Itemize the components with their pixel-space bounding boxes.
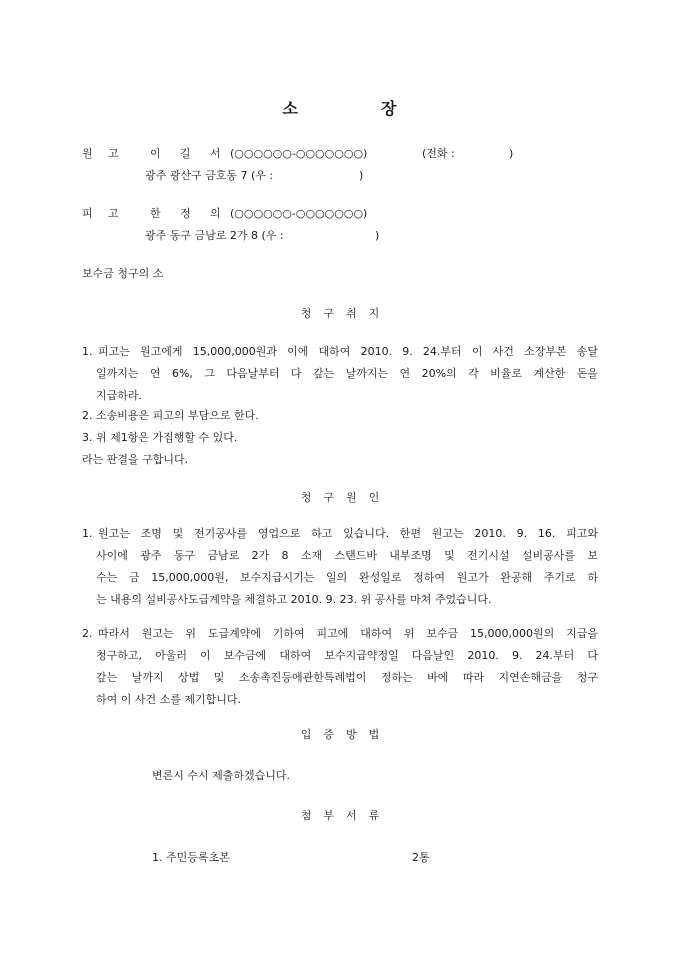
claim-purpose-heading-2: 구 bbox=[323, 307, 334, 320]
plaintiff-name-1: 이 bbox=[150, 147, 161, 160]
claim-cause-item-2-line-3: 갚는 날까지 상법 및 소송촉진등에관한특례법이 정하는 바에 따라 지연손해금을 청구 bbox=[96, 671, 598, 684]
defendant-row bbox=[82, 205, 367, 221]
attachments-heading-2: 부 bbox=[323, 809, 334, 822]
evidence-heading-1: 입 bbox=[300, 728, 312, 741]
claim-purpose-item-1-line-2: 일까지는 연 6%, 그 다음날부터 다 갚는 날까지는 연 20%의 각 비율로 계산한 돈을 bbox=[96, 367, 598, 380]
defendant-name-2: 정 bbox=[180, 207, 191, 220]
plaintiff-role-2: 고 bbox=[108, 147, 119, 160]
plaintiff-row bbox=[82, 145, 513, 161]
defendant-role-1: 피 bbox=[82, 207, 93, 220]
defendant-address-row bbox=[145, 227, 379, 243]
plaintiff-phone-label: (전화 : bbox=[422, 147, 455, 160]
claim-cause-item-1-num: 1. bbox=[82, 527, 93, 540]
defendant-role-2: 고 bbox=[108, 207, 119, 220]
plaintiff-id: (○○○○○○-○○○○○○○) bbox=[230, 147, 368, 160]
claim-cause-item-2-line-1-text: 따라서 원고는 위 도급계약에 기하여 피고에 대하여 위 보수금 15,000,000원의 지급을 bbox=[98, 627, 598, 640]
title-char-1: 소 bbox=[282, 99, 299, 118]
claim-cause-heading-4: 인 bbox=[368, 491, 380, 504]
claim-cause-heading-3: 원 bbox=[346, 491, 357, 504]
claim-purpose-heading bbox=[0, 305, 680, 321]
plaintiff-name-2: 길 bbox=[180, 147, 191, 160]
claim-cause-item-2 bbox=[82, 623, 598, 711]
evidence-text: 변론시 수시 제출하겠습니다. bbox=[152, 769, 291, 782]
attachment-item-count: 2통 bbox=[412, 851, 430, 864]
claim-purpose-item-1-line-1 bbox=[82, 341, 598, 363]
claim-cause-item-2-line-2: 청구하고, 아울러 이 보수금에 대하여 보수지급약정일 다음날인 2010. 9. 24.부터 다 bbox=[96, 649, 598, 662]
claim-purpose-item-1-num: 1. bbox=[82, 345, 93, 358]
attachments-heading-1: 첨 bbox=[300, 809, 312, 822]
claim-cause-item-1-line-3: 수는 금 15,000,000원, 보수지급시기는 일의 완성일로 정하여 원고가 완공해 주기로 하 bbox=[96, 571, 598, 584]
plaintiff-address: 광주 광산구 금호동 7 (우 : bbox=[145, 169, 274, 182]
evidence-heading bbox=[0, 726, 680, 742]
evidence-heading-4: 법 bbox=[368, 728, 380, 741]
claim-cause-item-1-line-2: 사이에 광주 동구 금남로 2가 8 소재 스탠드바 내부조명 및 전기시설 설비공사를 보 bbox=[96, 549, 598, 562]
defendant-id: (○○○○○○-○○○○○○○) bbox=[230, 207, 368, 220]
claim-cause-item-1 bbox=[82, 523, 598, 611]
claim-purpose-heading-4: 지 bbox=[368, 307, 380, 320]
claim-purpose-item-3: 3. 위 제1항은 가집행할 수 있다. bbox=[82, 431, 238, 444]
claim-purpose-heading-3: 취 bbox=[346, 307, 357, 320]
claim-cause-heading-2: 구 bbox=[323, 491, 334, 504]
document-title bbox=[0, 96, 680, 119]
attachments-heading-4: 류 bbox=[368, 809, 380, 822]
claim-cause-item-2-num: 2. bbox=[82, 627, 93, 640]
defendant-address-close: ) bbox=[375, 229, 380, 242]
claim-cause-item-1-line-1-text: 원고는 조명 및 전기공사를 영업으로 하고 있습니다. 한편 원고는 2010. 9. 16. 피고와 bbox=[98, 527, 598, 540]
claim-purpose-item-1-line-3: 지급하라. bbox=[96, 389, 143, 402]
claim-purpose-heading-1: 청 bbox=[300, 307, 312, 320]
claim-cause-item-2-line-4: 하여 이 사건 소를 제기합니다. bbox=[96, 693, 241, 706]
claim-cause-item-1-line-4: 는 내용의 설비공사도급계약을 체결하고 2010. 9. 23. 위 공사를 마쳐 주었습니다. bbox=[96, 593, 492, 606]
attachments-heading-3: 서 bbox=[346, 809, 357, 822]
attachments-heading bbox=[0, 807, 680, 823]
plaintiff-phone-close: ) bbox=[509, 147, 514, 160]
claim-purpose-item-2: 2. 소송비용은 피고의 부담으로 한다. bbox=[82, 409, 259, 422]
claim-purpose-item-1-line-1-text: 피고는 원고에게 15,000,000원과 이에 대하여 2010. 9. 24.부터 이 사건 소장부본 송달 bbox=[98, 345, 598, 358]
claim-cause-item-1-line-1 bbox=[82, 523, 598, 545]
defendant-name-1: 한 bbox=[150, 207, 161, 220]
claim-cause-item-2-line-1 bbox=[82, 623, 598, 645]
plaintiff-role-1: 원 bbox=[82, 147, 93, 160]
claim-purpose-item-1 bbox=[82, 341, 598, 407]
case-name: 보수금 청구의 소 bbox=[82, 267, 164, 280]
claim-cause-heading bbox=[0, 489, 680, 505]
plaintiff-name-3: 서 bbox=[210, 147, 221, 160]
claim-cause-heading-1: 청 bbox=[300, 491, 312, 504]
title-char-2: 장 bbox=[381, 99, 398, 118]
evidence-heading-2: 증 bbox=[323, 728, 334, 741]
plaintiff-address-close: ) bbox=[359, 169, 364, 182]
defendant-address: 광주 동구 금남로 2가 8 (우 : bbox=[145, 229, 284, 242]
claim-purpose-closing: 라는 판결을 구합니다. bbox=[82, 453, 189, 466]
plaintiff-address-row bbox=[145, 167, 363, 183]
attachment-item-label: 1. 주민등록초본 bbox=[152, 851, 230, 864]
evidence-heading-3: 방 bbox=[346, 728, 357, 741]
defendant-name-3: 의 bbox=[210, 207, 221, 220]
